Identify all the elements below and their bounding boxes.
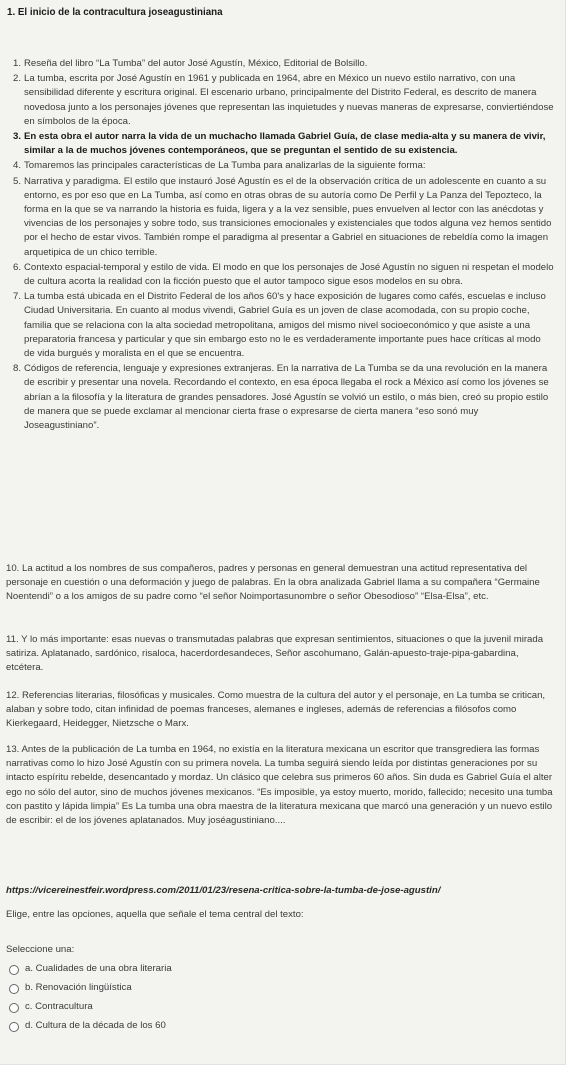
item-text: La tumba, escrita por José Agustín en 1961 y publicada en 1964, abre en México un nuevo estilo narrativo, con una sensibilidad diferente y escritura original. El escenario urbano, principalmente del Distrito Federal, es descrito de manera novedosa junto a los personajes jóvenes que representan las inquietudes y nuevas maneras de expresarse, conviertiéndose en símbolos de la época. xyxy=(24,73,554,127)
item-number: 3. xyxy=(12,131,21,143)
list-item xyxy=(6,130,554,158)
list-item xyxy=(6,175,554,260)
list-item xyxy=(6,72,554,129)
list-item xyxy=(6,290,554,361)
list-item xyxy=(6,159,554,173)
item-text: En esta obra el autor narra la vida de un muchacho llamada Gabriel Guía, de clase media-alta y su manera de vivir, similar a la de muchos jóvenes contemporáneos, que se preguntan el sentido de su existencia. xyxy=(24,131,546,157)
source-link[interactable]: https://vicereinestfeir.wordpress.com/2011/01/23/resena-critica-sobre-la-tumba-de-jose-agustin/ xyxy=(6,885,441,896)
option-b[interactable] xyxy=(9,979,406,998)
item-number: 8. xyxy=(12,363,21,375)
item-number: 7. xyxy=(12,291,21,303)
item-text: Contexto espacial-temporal y estilo de vida. El modo en que los personajes de José Agustín no siguen ni respetan el modelo de cultura acorta la realidad con la ficción puesto que el autor tampoco sigue esos modelos en su obra. xyxy=(24,261,554,288)
item-text: Reseña del libro “La Tumba” del autor José Agustín, México, Editorial de Bolsillo. xyxy=(24,58,368,69)
option-label: b. Renovación lingüística xyxy=(25,982,132,994)
radio-button[interactable] xyxy=(9,965,19,975)
item-number: 5. xyxy=(12,175,21,187)
radio-button[interactable] xyxy=(9,1022,19,1032)
paragraph-10: 10. La actitud a los nombres de sus compañeros, padres y personas en general demuestran una actitud representativa del personaje en cuestión o una deformación y juego de palabras. En la obra analizada Gabriel llama a su compañera “Germaine Noentendi” o a los amigos de su padre como “el señor Noimportasunombre o señor Obesodioso” “Elsa-Elsa”, etc. xyxy=(6,563,540,603)
item-text: La tumba está ubicada en el Distrito Federal de los años 60's y hace exposición de lugares como cafés, escuelas e incluso Ciudad Universitaria. En cuanto al modus vivendi, Gabriel Guía es un joven de clase acomodada, con su propio coche, familia que se relaciona con la alta sociedad metropolitana, amigos del mismo nivel socioeconómico y que asiste a una preparatoria francesa y particular y que sin embargo esto no le es verdaderamente importante pues hace críticas al modo de vida burgués y moralista en el que se encuentra. xyxy=(24,291,546,360)
radio-button[interactable] xyxy=(9,1003,19,1013)
option-a[interactable] xyxy=(9,960,406,979)
option-d[interactable] xyxy=(9,1017,406,1036)
paragraph-13: 13. Antes de la publicación de La tumba en 1964, no existía en la literatura mexicana un escritor que transgrediera las formas narrativas como lo hizo José Agustín con su primera novela. La tumba seguirá siendo leída por distintas generaciones por su intacto espíritu rebelde, desencantado y mordaz. Un clásico que celebra sus primeros 60 años. Sin duda es Gabriel Guía el alter ego no sólo del autor, sino de muchos jóvenes mexicanos. “Es imposible, ya estoy muerto, morido, fallecido; necesito una tumba con pastito y lápida limpia” Es La tumba una obra maestra de la literatura mexicana que marcó una generación y un nuevo estilo de escribir: el de los jóvenes aplatanados. Muy joséagustiniano.... xyxy=(6,744,553,827)
item-number: 1. xyxy=(12,58,21,69)
item-text: Tomaremos las principales características de La Tumba para analizarlas de la siguiente forma: xyxy=(24,160,426,172)
item-number: 6. xyxy=(12,261,21,273)
answer-options xyxy=(6,943,406,1036)
select-label: Seleccione una: xyxy=(6,944,75,955)
item-text: Narrativa y paradigma. El estilo que instauró José Agustín es el de la observación crítica de un adolescente en cuanto a su entorno, es por eso que en La Tumba, así como en otras obras de su autoría como De Perfil y La Panza del Tepozteco, la forma en la que se va narrando la historia es fuida, ligera y a la vez sensible, pues envuelven al lector con las anécdotas y vivencias de los personajes y sobre todo, sus transiciones emocionales y existenciales que todos alguna vez hemos sentido por el hecho de estar vivos. También rompe el paradigma al presentar a Gabriel en situaciones de rebeldía como la imagen arquetipica de un chico terrible. xyxy=(24,175,552,258)
option-label: d. Cultura de la década de los 60 xyxy=(25,1020,166,1032)
option-label: c. Contracultura xyxy=(25,1001,93,1013)
option-label: a. Cualidades de una obra literaria xyxy=(25,963,172,975)
numbered-list xyxy=(6,57,554,434)
item-number: 2. xyxy=(12,73,21,85)
question-title: 1. El inicio de la contracultura joseagustiniana xyxy=(7,7,223,18)
question-prompt: Elige, entre las opciones, aquella que señale el tema central del texto: xyxy=(6,909,304,920)
list-item xyxy=(6,57,554,71)
paragraph-12: 12. Referencias literarias, filosóficas y musicales. Como muestra de la cultura del autor y el personaje, en La tumba se critican, alaban y sobre todo, citan infinidad de poemas franceses, alemanes e ingleses, además de referencias a filósofos como Kierkegaard, Heidegger, Nietzsche o Marx. xyxy=(6,690,546,730)
paragraph-11: 11. Y lo más importante: esas nuevas o transmutadas palabras que expresan sentimientos, situaciones o que la juvenil mirada satiriza. Aplatanado, sardónico, risaloca, hacerdordesandeces, Señor ascohumano, Galán-apuesto-traje-pipa-gabardina, etcétera. xyxy=(6,634,544,674)
list-item xyxy=(6,362,554,433)
list-item xyxy=(6,261,554,289)
item-text: Códigos de referencia, lenguaje y expresiones extranjeras. En la narrativa de La Tumba se da una revolución en la manera de escribir y presentar una novela. Recordando el contexto, en esa época llegaba el rock a México así como los jóvenes se abrían a la filosofía y la literatura de grandes pensadores. José Agustín se volvió un estilo, o más bien, creó su propio estilo de manera que se puede exclamar al mencionar cierta frase o expresarse de cierta manera “eso sonó muy Joseagustiniano”. xyxy=(24,363,549,432)
item-number: 4. xyxy=(12,160,21,172)
option-c[interactable] xyxy=(9,998,406,1017)
radio-button[interactable] xyxy=(9,984,19,994)
